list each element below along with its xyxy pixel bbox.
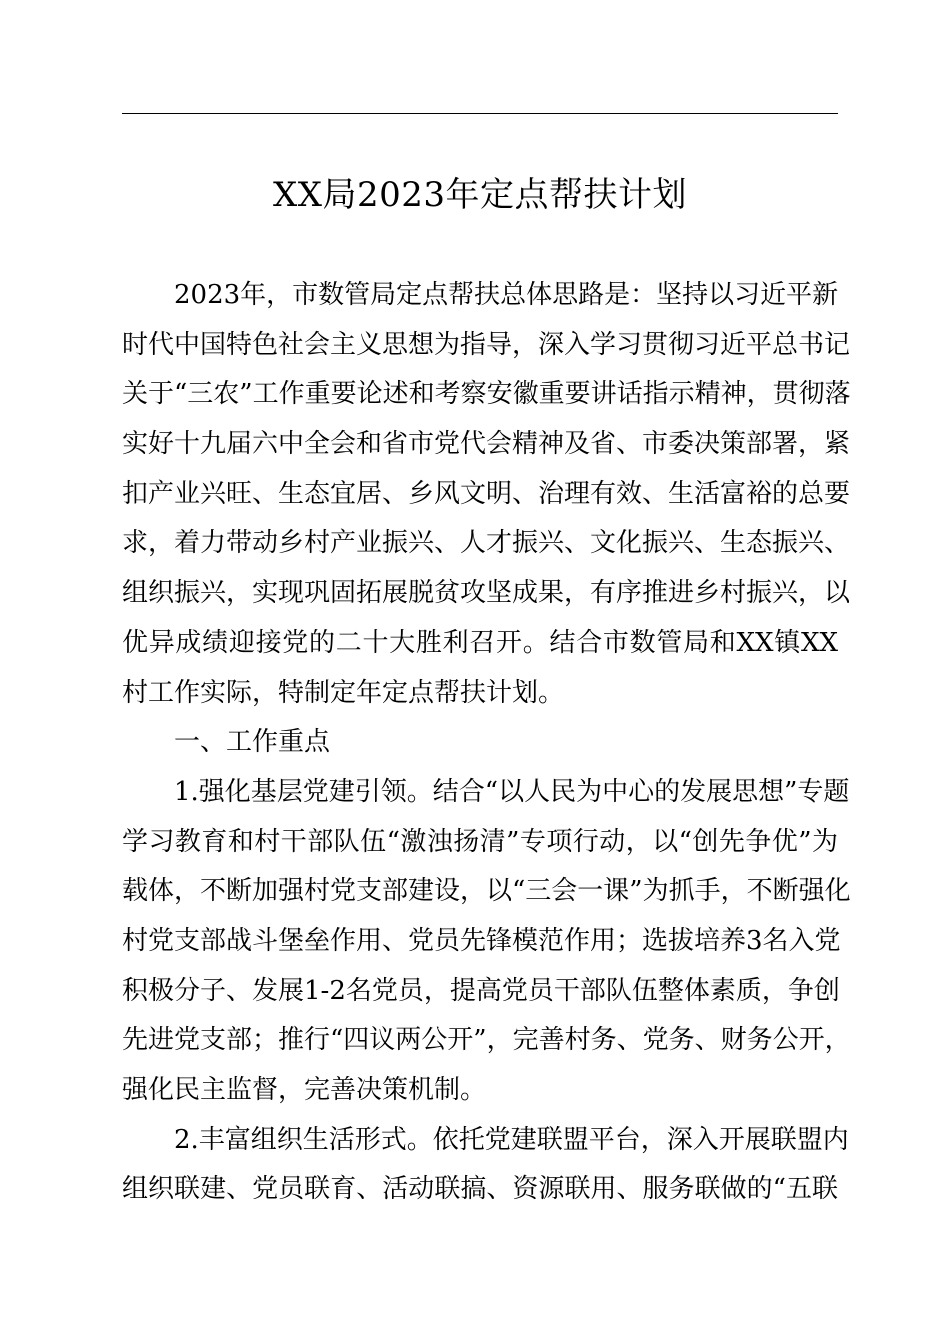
item-1-line: 载体，不断加强村党支部建设，以“三会一课”为抓手，不断强化 — [122, 876, 851, 907]
intro-line: 扣产业兴旺、生态宜居、乡风文明、治理有效、生活富裕的总要 — [122, 478, 851, 509]
item-1-line: 先进党支部；推行“四议两公开”，完善村务、党务、财务公开， — [122, 1025, 851, 1056]
item-1-paragraph — [122, 768, 851, 1116]
item-1-line: 学习教育和村干部队伍“激浊扬清”专项行动，以“创先争优”为 — [122, 826, 838, 857]
intro-line: 优异成绩迎接党的二十大胜利召开。结合市数管局和XX镇XX — [122, 627, 838, 658]
item-1-line: 1.强化基层党建引领。结合“以人民为中心的发展思想”专题 — [174, 776, 850, 807]
document-title: XX局2023年定点帮扶计划 — [273, 175, 687, 215]
section-heading: 一、工作重点 — [174, 727, 331, 758]
intro-paragraph — [122, 271, 851, 718]
document-body — [122, 271, 851, 1215]
intro-line: 村工作实际，特制定年定点帮扶计划。 — [122, 677, 565, 708]
intro-line: 时代中国特色社会主义思想为指导，深入学习贯彻习近平总书记 — [122, 329, 851, 360]
intro-line: 2023年，市数管局定点帮扶总体思路是：坚持以习近平新 — [174, 280, 839, 310]
header-rule — [122, 113, 838, 114]
item-2-paragraph — [122, 1116, 849, 1215]
item-2-line: 2.丰富组织生活形式。依托党建联盟平台，深入开展联盟内 — [174, 1124, 849, 1155]
intro-line: 关于“三农”工作重要论述和考察安徽重要讲话指示精神，贯彻落 — [122, 379, 851, 410]
item-1-line: 积极分子、发展1-2名党员，提高党员干部队伍整体素质，争创 — [122, 975, 840, 1006]
item-1-line: 强化民主监督，完善决策机制。 — [122, 1075, 487, 1105]
item-1-line: 村党支部战斗堡垒作用、党员先锋模范作用；选拔培养3名入党 — [122, 925, 841, 956]
intro-line: 求，着力带动乡村产业振兴、人才振兴、文化振兴、生态振兴、 — [122, 528, 851, 559]
intro-line: 实好十九届六中全会和省市党代会精神及省、市委决策部署，紧 — [122, 429, 851, 460]
intro-line: 组织振兴，实现巩固拓展脱贫攻坚成果，有序推进乡村振兴，以 — [122, 578, 851, 609]
item-2-line: 组织联建、党员联育、活动联搞、资源联用、服务联做的“五联 — [122, 1174, 838, 1205]
